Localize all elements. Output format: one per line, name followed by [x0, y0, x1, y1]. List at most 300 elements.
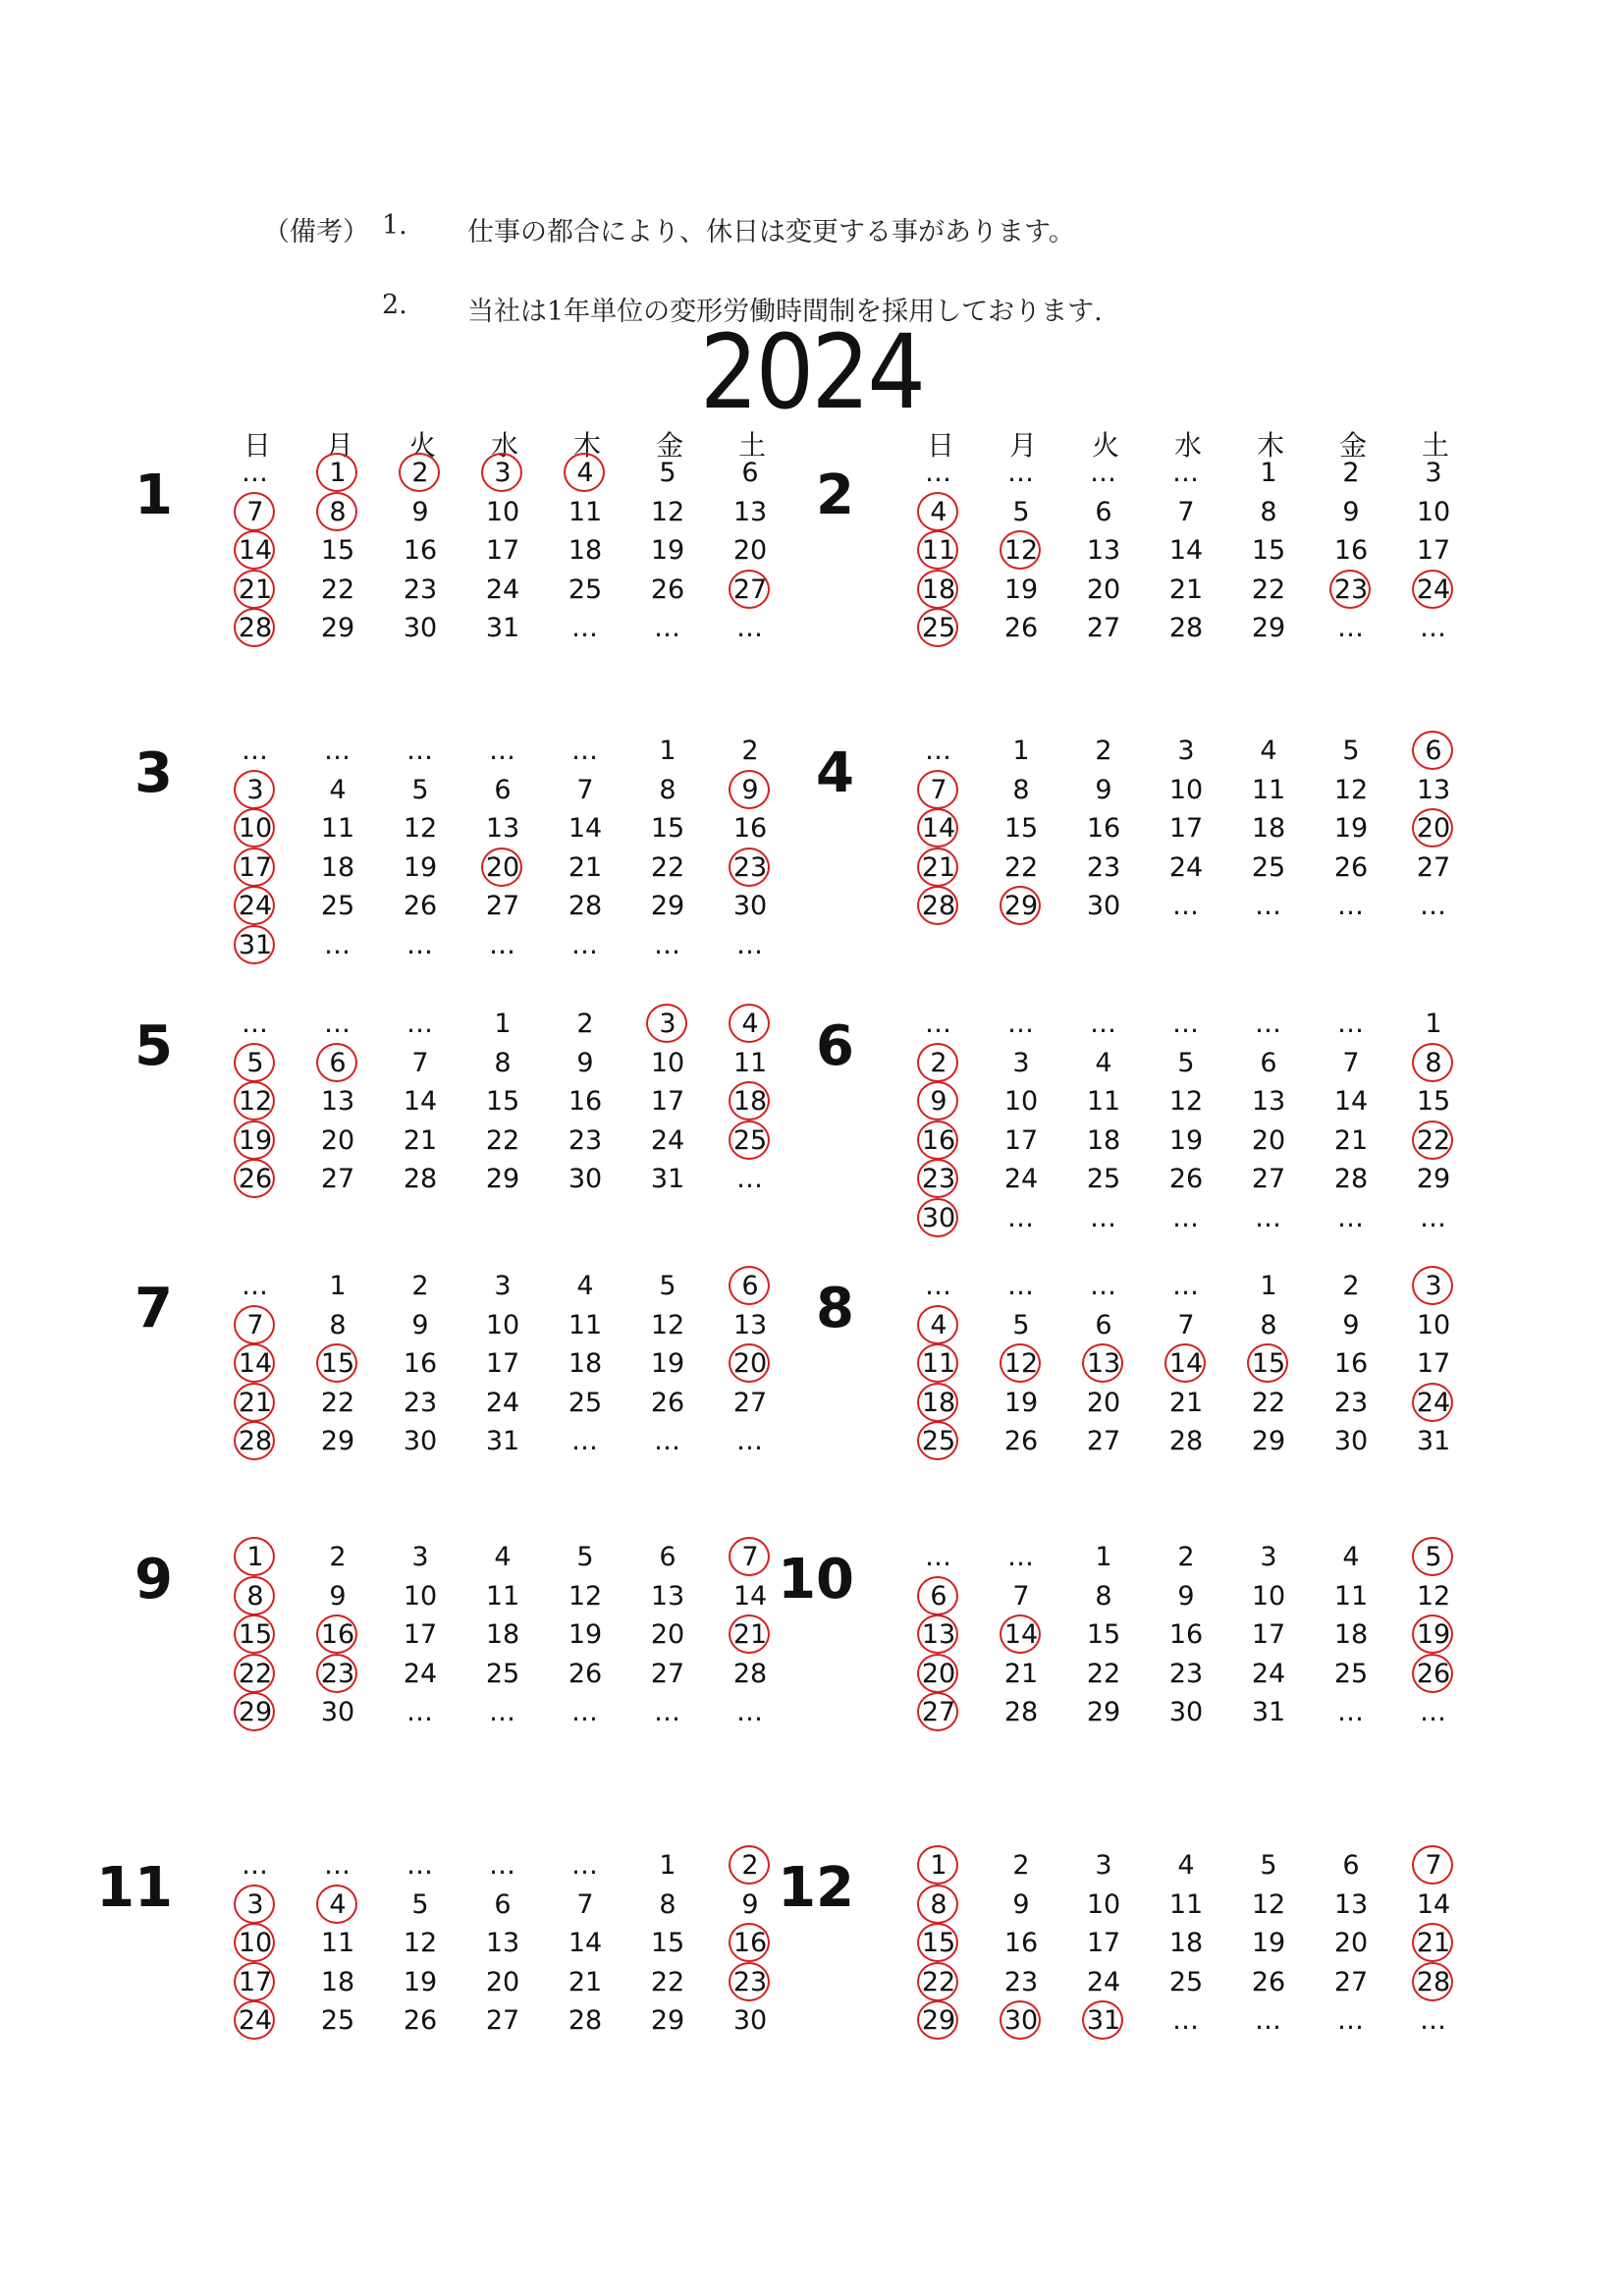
day-14: 14 — [1333, 1086, 1369, 1117]
month-number: 11 — [96, 1856, 173, 1920]
day-27: 27 — [485, 2005, 520, 2036]
empty-day-mark: … — [1337, 1697, 1365, 1727]
weekday-header: 月 — [1008, 429, 1037, 462]
empty-day-mark: … — [1007, 1202, 1035, 1233]
holiday-circle-mark — [729, 1004, 770, 1043]
day-24: 24 — [650, 1124, 685, 1156]
day-21: 21 — [403, 1124, 438, 1156]
holiday-circle-mark — [729, 1121, 770, 1160]
holiday-circle-mark — [316, 1614, 357, 1654]
day-16: 16 — [1333, 535, 1369, 566]
holiday-circle-mark — [234, 1159, 275, 1198]
month-number: 9 — [135, 1548, 173, 1612]
holiday-circle-mark — [234, 530, 275, 570]
holiday-day-25: 25 — [909, 1422, 968, 1461]
holiday-day-20: 20 — [909, 1655, 968, 1694]
empty-day-mark: … — [1007, 1009, 1035, 1039]
day-25: 25 — [320, 2005, 355, 2036]
day-11: 11 — [1168, 1888, 1204, 1920]
holiday-day-17: 17 — [226, 848, 285, 888]
day-19: 19 — [1003, 1387, 1039, 1418]
day-20: 20 — [732, 535, 768, 566]
day-11: 11 — [1086, 1086, 1121, 1117]
holiday-circle-mark — [234, 1962, 275, 2001]
day-10: 10 — [1416, 496, 1451, 527]
holiday-day-24: 24 — [1404, 1384, 1463, 1423]
day-20: 20 — [320, 1124, 355, 1156]
holiday-circle-mark — [917, 1962, 958, 2001]
day-21: 21 — [1168, 574, 1204, 605]
holiday-day-7: 7 — [226, 1306, 285, 1345]
day-18: 18 — [320, 851, 355, 883]
empty-day-mark: … — [1090, 1202, 1117, 1233]
day-25: 25 — [568, 574, 603, 605]
holiday-day-6: 6 — [1404, 732, 1463, 771]
day-6: 6 — [1095, 1309, 1112, 1340]
holiday-circle-mark — [234, 1305, 275, 1344]
day-15: 15 — [485, 1086, 520, 1117]
day-24: 24 — [1086, 1966, 1121, 1997]
day-9: 9 — [411, 496, 429, 527]
day-27: 27 — [650, 1658, 685, 1689]
empty-day-mark: … — [571, 1697, 599, 1727]
holiday-circle-mark — [917, 1043, 958, 1082]
holiday-day-14: 14 — [226, 531, 285, 571]
day-27: 27 — [320, 1164, 355, 1194]
day-7: 7 — [576, 774, 594, 805]
holiday-circle-mark — [1000, 530, 1041, 570]
day-22: 22 — [650, 851, 685, 883]
day-22: 22 — [485, 1124, 520, 1156]
empty-day-mark: … — [1337, 1202, 1365, 1233]
holiday-day-4: 4 — [909, 493, 968, 532]
weekday-header: 日 — [243, 429, 271, 462]
empty-day-mark: … — [242, 1271, 269, 1301]
day-25: 25 — [1086, 1164, 1121, 1194]
day-25: 25 — [1333, 1658, 1369, 1689]
day-29: 29 — [320, 613, 355, 643]
empty-day-mark: … — [1337, 1009, 1365, 1039]
holiday-day-29: 29 — [992, 887, 1051, 926]
holiday-day-22: 22 — [909, 1963, 968, 2002]
day-3: 3 — [411, 1542, 429, 1572]
day-29: 29 — [1251, 1426, 1286, 1456]
empty-day-mark: … — [925, 1271, 952, 1301]
holiday-circle-mark — [316, 1343, 357, 1383]
day-8: 8 — [329, 1309, 347, 1340]
holiday-day-23: 23 — [308, 1655, 367, 1694]
day-11: 11 — [485, 1580, 520, 1612]
day-26: 26 — [650, 574, 685, 605]
holiday-day-13: 13 — [1074, 1344, 1133, 1384]
day-9: 9 — [329, 1580, 347, 1612]
day-3: 3 — [1012, 1047, 1030, 1078]
day-7: 7 — [1177, 1309, 1195, 1340]
day-26: 26 — [1003, 1426, 1039, 1456]
empty-day-mark: … — [1420, 2005, 1447, 2036]
day-4: 4 — [1095, 1047, 1112, 1078]
holiday-day-24: 24 — [226, 887, 285, 926]
day-27: 27 — [1333, 1966, 1369, 1997]
holiday-circle-mark — [729, 1614, 770, 1654]
holiday-day-30: 30 — [992, 2001, 1051, 2041]
empty-day-mark: … — [925, 736, 952, 766]
holiday-circle-mark — [316, 1885, 357, 1924]
holiday-circle-mark — [1412, 1654, 1453, 1693]
day-16: 16 — [1003, 1928, 1039, 1958]
day-30: 30 — [732, 891, 768, 921]
holiday-circle-mark — [1412, 1962, 1453, 2001]
day-9: 9 — [411, 1309, 429, 1340]
holiday-day-11: 11 — [909, 531, 968, 571]
holiday-circle-mark — [234, 886, 275, 925]
holiday-day-8: 8 — [1404, 1044, 1463, 1083]
day-24: 24 — [485, 1387, 520, 1418]
day-25: 25 — [320, 891, 355, 921]
holiday-circle-mark — [316, 453, 357, 492]
empty-day-mark: … — [242, 1009, 269, 1039]
empty-day-mark: … — [242, 458, 269, 488]
day-8: 8 — [659, 1888, 676, 1920]
day-10: 10 — [1168, 774, 1204, 805]
month-number: 2 — [816, 464, 854, 527]
day-30: 30 — [732, 2005, 768, 2036]
holiday-day-6: 6 — [909, 1577, 968, 1616]
day-29: 29 — [1086, 1697, 1121, 1727]
day-13: 13 — [485, 1928, 520, 1958]
holiday-circle-mark — [1412, 1266, 1453, 1305]
day-29: 29 — [320, 1426, 355, 1456]
holiday-circle-mark — [316, 1654, 357, 1693]
day-1: 1 — [329, 1271, 347, 1301]
holiday-circle-mark — [1082, 1343, 1123, 1383]
empty-day-mark: … — [654, 1426, 681, 1456]
holiday-circle-mark — [234, 1885, 275, 1924]
empty-day-mark: … — [654, 1697, 681, 1727]
day-18: 18 — [485, 1619, 520, 1650]
holiday-circle-mark — [234, 1383, 275, 1422]
day-16: 16 — [1168, 1619, 1204, 1650]
month-number: 6 — [816, 1014, 854, 1078]
day-5: 5 — [411, 1888, 429, 1920]
day-16: 16 — [1086, 813, 1121, 844]
day-3: 3 — [1177, 736, 1195, 766]
day-28: 28 — [1168, 1426, 1204, 1456]
holiday-circle-mark — [1412, 1614, 1453, 1654]
day-20: 20 — [650, 1619, 685, 1650]
day-23: 23 — [1333, 1387, 1369, 1418]
holiday-day-21: 21 — [226, 571, 285, 610]
day-1: 1 — [1425, 1009, 1442, 1039]
holiday-circle-mark — [917, 1692, 958, 1731]
day-10: 10 — [485, 1309, 520, 1340]
empty-day-mark: … — [1172, 1202, 1200, 1233]
holiday-day-21: 21 — [226, 1384, 285, 1423]
empty-day-mark: … — [1090, 1271, 1117, 1301]
day-21: 21 — [568, 1966, 603, 1997]
holiday-day-5: 5 — [226, 1044, 285, 1083]
day-19: 19 — [403, 1966, 438, 1997]
holiday-day-21: 21 — [1404, 1924, 1463, 1963]
weekday-header: 金 — [655, 429, 683, 462]
holiday-day-11: 11 — [909, 1344, 968, 1384]
holiday-day-19: 19 — [226, 1121, 285, 1161]
empty-day-mark: … — [1337, 613, 1365, 643]
holiday-day-25: 25 — [909, 609, 968, 648]
calendar-year-title: 2024 — [699, 312, 924, 432]
day-18: 18 — [1086, 1124, 1121, 1156]
day-1: 1 — [1260, 458, 1277, 488]
holiday-circle-mark — [234, 925, 275, 964]
day-13: 13 — [732, 496, 768, 527]
day-9: 9 — [1177, 1580, 1195, 1612]
empty-day-mark: … — [654, 929, 681, 960]
holiday-circle-mark — [234, 1614, 275, 1654]
day-26: 26 — [1003, 613, 1039, 643]
month-number: 8 — [816, 1277, 854, 1340]
day-20: 20 — [1086, 1387, 1121, 1418]
weekday-header: 日 — [926, 429, 954, 462]
holiday-day-28: 28 — [226, 1422, 285, 1461]
notes-line-1 — [0, 210, 1623, 249]
day-14: 14 — [403, 1086, 438, 1117]
day-26: 26 — [1251, 1966, 1286, 1997]
holiday-circle-mark — [1082, 2000, 1123, 2040]
day-30: 30 — [403, 613, 438, 643]
day-21: 21 — [1003, 1658, 1039, 1689]
day-17: 17 — [650, 1086, 685, 1117]
holiday-day-18: 18 — [909, 571, 968, 610]
note-1-text: 仕事の都合により、休日は変更する事があります。 — [467, 217, 1075, 247]
day-18: 18 — [1333, 1619, 1369, 1650]
holiday-day-15: 15 — [308, 1344, 367, 1384]
holiday-day-9: 9 — [909, 1082, 968, 1121]
empty-day-mark: … — [571, 613, 599, 643]
empty-day-mark: … — [324, 1009, 352, 1039]
day-25: 25 — [1168, 1966, 1204, 1997]
empty-day-mark: … — [324, 736, 352, 766]
holiday-circle-mark — [917, 1614, 958, 1654]
holiday-circle-mark — [1164, 1343, 1206, 1383]
day-10: 10 — [1086, 1888, 1121, 1920]
empty-day-mark: … — [324, 929, 352, 960]
day-29: 29 — [1251, 613, 1286, 643]
day-30: 30 — [320, 1697, 355, 1727]
holiday-day-6: 6 — [721, 1267, 780, 1306]
holiday-circle-mark — [917, 1198, 958, 1237]
day-9: 9 — [741, 1888, 759, 1920]
empty-day-mark: … — [571, 736, 599, 766]
day-20: 20 — [1251, 1124, 1286, 1156]
day-29: 29 — [650, 891, 685, 921]
day-12: 12 — [403, 1928, 438, 1958]
holiday-day-4: 4 — [721, 1005, 780, 1044]
day-18: 18 — [568, 535, 603, 566]
day-15: 15 — [320, 535, 355, 566]
day-17: 17 — [1251, 1619, 1286, 1650]
day-10: 10 — [650, 1047, 685, 1078]
day-2: 2 — [411, 1271, 429, 1301]
day-12: 12 — [403, 813, 438, 844]
day-9: 9 — [576, 1047, 594, 1078]
empty-day-mark: … — [1007, 1542, 1035, 1572]
empty-day-mark: … — [1420, 1697, 1447, 1727]
holiday-circle-mark — [729, 1962, 770, 2001]
holiday-circle-mark — [1000, 1614, 1041, 1654]
day-22: 22 — [1251, 574, 1286, 605]
day-20: 20 — [1086, 574, 1121, 605]
holiday-day-1: 1 — [308, 454, 367, 493]
weekday-header: 木 — [572, 429, 601, 462]
day-25: 25 — [568, 1387, 603, 1418]
holiday-circle-mark — [234, 1343, 275, 1383]
holiday-circle-mark — [917, 1654, 958, 1693]
day-15: 15 — [1086, 1619, 1121, 1650]
holiday-circle-mark — [1000, 1343, 1041, 1383]
day-31: 31 — [1416, 1426, 1451, 1456]
day-27: 27 — [1086, 1426, 1121, 1456]
day-17: 17 — [403, 1619, 438, 1650]
day-11: 11 — [320, 1928, 355, 1958]
empty-day-mark: … — [571, 1850, 599, 1881]
notes-label: （備考） — [263, 217, 369, 247]
day-6: 6 — [494, 774, 512, 805]
day-13: 13 — [1086, 535, 1121, 566]
day-27: 27 — [485, 891, 520, 921]
day-31: 31 — [485, 1426, 520, 1456]
holiday-day-26: 26 — [1404, 1655, 1463, 1694]
holiday-day-15: 15 — [909, 1924, 968, 1963]
day-14: 14 — [1168, 535, 1204, 566]
day-27: 27 — [1416, 851, 1451, 883]
holiday-circle-mark — [729, 1343, 770, 1383]
empty-day-mark: … — [925, 1542, 952, 1572]
day-9: 9 — [1342, 1309, 1360, 1340]
holiday-day-27: 27 — [721, 571, 780, 610]
holiday-circle-mark — [234, 770, 275, 809]
holiday-circle-mark — [234, 492, 275, 531]
holiday-circle-mark — [917, 1121, 958, 1160]
day-18: 18 — [568, 1348, 603, 1379]
weekday-header: 火 — [1091, 429, 1119, 462]
weekday-header: 土 — [737, 429, 766, 462]
day-22: 22 — [650, 1966, 685, 1997]
day-19: 19 — [1003, 574, 1039, 605]
weekday-header: 火 — [407, 429, 436, 462]
holiday-day-10: 10 — [226, 1924, 285, 1963]
month-number: 7 — [135, 1277, 173, 1340]
day-16: 16 — [732, 813, 768, 844]
day-16: 16 — [403, 1348, 438, 1379]
day-13: 13 — [650, 1580, 685, 1612]
holiday-day-21: 21 — [909, 848, 968, 888]
day-13: 13 — [1251, 1086, 1286, 1117]
day-7: 7 — [1177, 496, 1195, 527]
day-19: 19 — [403, 851, 438, 883]
holiday-circle-mark — [234, 1537, 275, 1576]
holiday-circle-mark — [917, 1885, 958, 1924]
day-23: 23 — [1168, 1658, 1204, 1689]
empty-day-mark: … — [1007, 458, 1035, 488]
holiday-day-29: 29 — [909, 2001, 968, 2041]
day-15: 15 — [1416, 1086, 1451, 1117]
holiday-day-21: 21 — [721, 1615, 780, 1655]
month-number: 4 — [816, 741, 854, 805]
day-21: 21 — [1168, 1387, 1204, 1418]
day-6: 6 — [741, 458, 759, 488]
holiday-circle-mark — [729, 770, 770, 809]
holiday-circle-mark — [1329, 570, 1371, 609]
day-5: 5 — [576, 1542, 594, 1572]
day-16: 16 — [568, 1086, 603, 1117]
empty-day-mark: … — [1172, 458, 1200, 488]
day-26: 26 — [1333, 851, 1369, 883]
holiday-day-10: 10 — [226, 809, 285, 848]
day-11: 11 — [1333, 1580, 1369, 1612]
holiday-day-15: 15 — [1239, 1344, 1298, 1384]
day-3: 3 — [1425, 458, 1442, 488]
holiday-day-19: 19 — [1404, 1615, 1463, 1655]
empty-day-mark: … — [736, 613, 764, 643]
holiday-circle-mark — [1412, 1383, 1453, 1422]
day-4: 4 — [576, 1271, 594, 1301]
day-6: 6 — [1342, 1850, 1360, 1881]
holiday-day-25: 25 — [721, 1121, 780, 1161]
holiday-day-20: 20 — [721, 1344, 780, 1384]
empty-day-mark: … — [1172, 1009, 1200, 1039]
holiday-circle-mark — [234, 1923, 275, 1962]
holiday-circle-mark — [234, 1081, 275, 1121]
empty-day-mark: … — [242, 736, 269, 766]
day-14: 14 — [1416, 1888, 1451, 1920]
holiday-circle-mark — [234, 1576, 275, 1615]
holiday-circle-mark — [481, 847, 522, 887]
holiday-day-7: 7 — [721, 1538, 780, 1577]
month-number: 1 — [135, 464, 173, 527]
holiday-day-4: 4 — [909, 1306, 968, 1345]
day-22: 22 — [1086, 1658, 1121, 1689]
day-10: 10 — [1416, 1309, 1451, 1340]
day-6: 6 — [1260, 1047, 1277, 1078]
day-1: 1 — [1012, 736, 1030, 766]
holiday-circle-mark — [1412, 570, 1453, 609]
day-17: 17 — [1003, 1124, 1039, 1156]
day-5: 5 — [1342, 736, 1360, 766]
empty-day-mark: … — [1255, 1202, 1282, 1233]
day-5: 5 — [1177, 1047, 1195, 1078]
holiday-circle-mark — [917, 1576, 958, 1615]
day-7: 7 — [1342, 1047, 1360, 1078]
day-29: 29 — [650, 2005, 685, 2036]
day-5: 5 — [659, 1271, 676, 1301]
holiday-day-23: 23 — [1322, 571, 1380, 610]
day-24: 24 — [1251, 1658, 1286, 1689]
holiday-circle-mark — [1412, 1537, 1453, 1576]
day-8: 8 — [1012, 774, 1030, 805]
day-19: 19 — [1168, 1124, 1204, 1156]
day-23: 23 — [568, 1124, 603, 1156]
holiday-day-1: 1 — [909, 1846, 968, 1886]
day-17: 17 — [1086, 1928, 1121, 1958]
holiday-day-23: 23 — [721, 848, 780, 888]
day-16: 16 — [1333, 1348, 1369, 1379]
day-28: 28 — [1333, 1164, 1369, 1194]
holiday-circle-mark — [1412, 808, 1453, 847]
holiday-day-31: 31 — [1074, 2001, 1133, 2041]
day-24: 24 — [403, 1658, 438, 1689]
day-14: 14 — [732, 1580, 768, 1612]
day-24: 24 — [1168, 851, 1204, 883]
